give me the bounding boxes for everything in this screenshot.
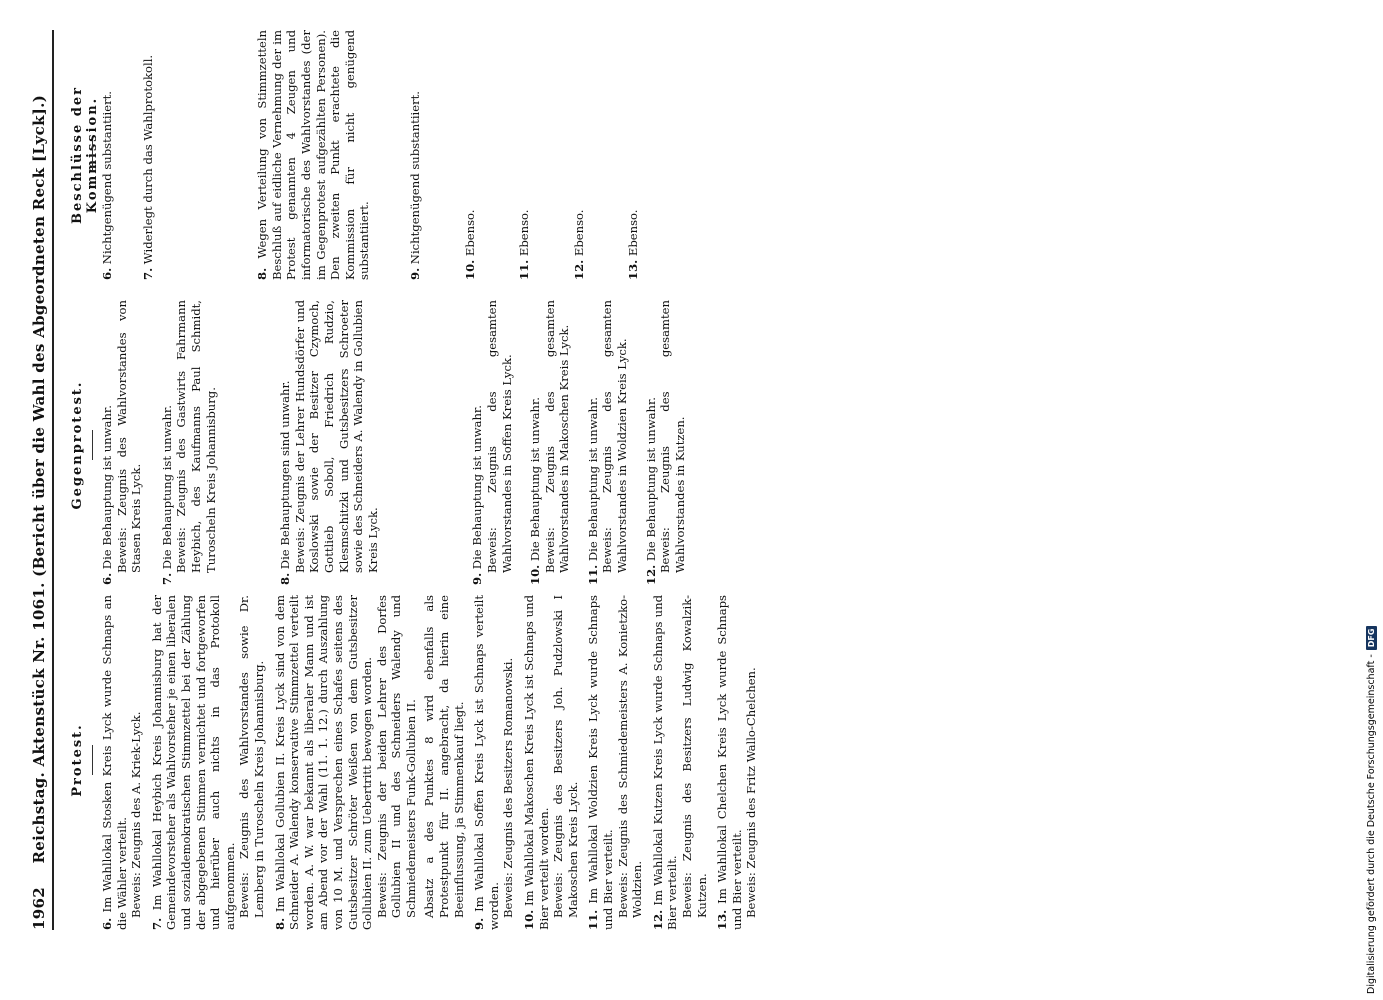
protest-entry: 11. Im Wahllokal Woldzien Kreis Lyck wurde Schnaps und Bier verteilt. Beweis: Zeugnis des Schmiedemeisters A. Konietzko-Woldzien.	[586, 595, 645, 930]
protest-entry: 7. Im Wahllokal Heybich Kreis Johannisburg hat der Gemeindevorsteher als Wahlvorsteher je einen liberalen und sozialdemokratischen Stimmzettel bei der Zählung der abgegebenen Stimmen vernichtet und fortgeworfen und hierüber auch nichts in das Protokoll aufgenommen. Beweis: Zeugnis des Wahlvorstandes sowie Dr. Lemberg in Turoscheln Kreis Johannisburg.	[149, 595, 266, 930]
protest-entry: 10. Im Wahllokal Makoschen Kreis Lyck ist Schnaps und Bier verteilt worden. Beweis: Zeugnis des Besitzers Joh. Pudzlowski I Makoschen Kreis Lyck.	[522, 594, 580, 930]
page-number: 1962	[30, 887, 48, 930]
protest-entry: 6. Im Wahllokal Stosken Kreis Lyck wurde Schnaps an die Wähler verteilt. Beweis: Zeugnis des A. Kriek-Lyck.	[100, 595, 144, 930]
column-rule-gegenprotest	[92, 430, 93, 460]
header-rule	[52, 30, 54, 930]
beschluss-entry: 11. Ebenso.	[517, 209, 532, 280]
protest-entry: 9. Im Wahllokal Soffen Kreis Lyck ist Schnaps verteilt worden. Beweis: Zeugnis des Besitzers Romanowski.	[472, 595, 516, 930]
column-rule-beschluesse	[92, 140, 93, 170]
gegenprotest-entry: 10. Die Behauptung ist unwahr. Beweis: Zeugnis des gesamten Wahlvorstandes in Makoschen Kreis Lyck.	[528, 300, 572, 585]
beschluss-entry: 6. Nichtgenügend substantiiert.	[100, 91, 114, 280]
page-title: Reichstag. Aktenstück Nr. 1061. (Bericht über die Wahl des Abgeordneten Reck [Lyck].)	[30, 94, 48, 864]
beschluss-entry: 13. Ebenso.	[626, 209, 641, 280]
beschluss-entry: 8. Wegen Verteilung von Stimmzetteln Beschluß auf eidliche Vernehmung der im Protest genannten 4 Zeugen und informatorische des Wahlvorstandes (der im Gegenprotest aufgezählten Personen). Den zweiten Punkt erachtete die Kommission für nicht genügend substantiiert.	[255, 30, 372, 280]
page-header	[30, 30, 48, 930]
digitization-footer	[1366, 0, 1377, 1000]
gegenprotest-entry: 6. Die Behauptung ist unwahr. Beweis: Zeugnis des Wahlvorstandes von Stasen Kreis Lyck.	[100, 300, 144, 585]
dfg-logo: DFG	[1366, 626, 1377, 651]
gegenprotest-entry: 12. Die Behauptung ist unwahr. Beweis: Zeugnis des gesamten Wahlvorstandes in Kutzen.	[643, 300, 687, 585]
protest-entry: 13. Im Wahllokal Chelchen Kreis Lyck wurde Schnaps und Bier verteilt. Beweis: Zeugnis des Fritz Wallo-Chelchen.	[715, 594, 759, 930]
column-heading-gegenprotest: Gegenprotest.	[70, 380, 85, 510]
beschluss-entry: 10. Ebenso.	[462, 209, 477, 280]
footer-text: Digitalisierung gefördert durch die Deutsche Forschungsgemeinschaft -	[1366, 654, 1377, 994]
column-rule-protest	[92, 745, 93, 775]
protest-column	[100, 595, 765, 930]
protest-entry: 12. Im Wahllokal Kutzen Kreis Lyck wurde Schnaps und Bier verteilt. Beweis: Zeugnis des Besitzers Ludwig Kowalzik-Kutzen.	[650, 595, 709, 930]
beschluss-entry: 12. Ebenso.	[571, 209, 586, 280]
gegenprotest-entry: 7. Die Behauptung ist unwahr. Beweis: Zeugnis des Gastwirts Fahrmann Heybich, des Kaufmanns Paul Schmidt, Turoscheln Kreis Johannisburg.	[159, 300, 218, 585]
beschluss-entry: 7. Widerlegt durch das Wahlprotokoll.	[140, 54, 155, 280]
beschluesse-column	[100, 30, 647, 280]
gegenprotest-entry: 8. Die Behauptungen sind unwahr. Beweis: Zeugnis der Lehrer Hundsdörfer und Koslowski sowie der Besitzer Czymoch, Gottlieb Soboll, Friedrich Rudzio, Klesmschitzki und Gutsbesitzers Schroeter sowie des Schneiders A. Walendy in Gollubien Kreis Lyck.	[278, 300, 380, 585]
protest-entry: 8. Im Wahllokal Gollubien II. Kreis Lyck sind von dem Schneider A. Walendy konservative Stimmzettel verteilt worden. A. W. war bekannt als liberaler Mann und ist am Abend vor der Wahl (11. 1. 12.) durch Auszahlung von 10 M. und Versprechen eines Schafes seitens des Gutsbesitzer Schröter Weißen von dem Gutsbesitzer Gollubien II. zum Uebertritt bewogen worden. Beweis: Zeugnis der beiden Lehrer des Dorfes Gollubien II und des Schneiders Walendy und Schmiedemeisters Funk-Gollubien II. Absatz a des Punktes 8 wird ebenfalls als Protestpunkt für II. angebracht, da hierin eine Beeinflussung, ja Stimmenkauf liegt.	[272, 595, 466, 930]
gegenprotest-column	[100, 300, 693, 585]
beschluss-entry: 9. Nichtgenügend substantiiert.	[407, 91, 422, 280]
column-heading-beschluesse: Beschlüsse der Kommission.	[70, 86, 100, 224]
column-heading-protest: Protest.	[70, 723, 85, 797]
gegenprotest-entry: 11. Die Behauptung ist unwahr. Beweis: Zeugnis des gesamten Wahlvorstandes in Woldzien Kreis Lyck.	[585, 300, 630, 585]
gegenprotest-entry: 9. Die Behauptung ist unwahr. Beweis: Zeugnis des gesamten Wahlvorstandes in Soffen Kreis Lyck.	[470, 300, 514, 585]
